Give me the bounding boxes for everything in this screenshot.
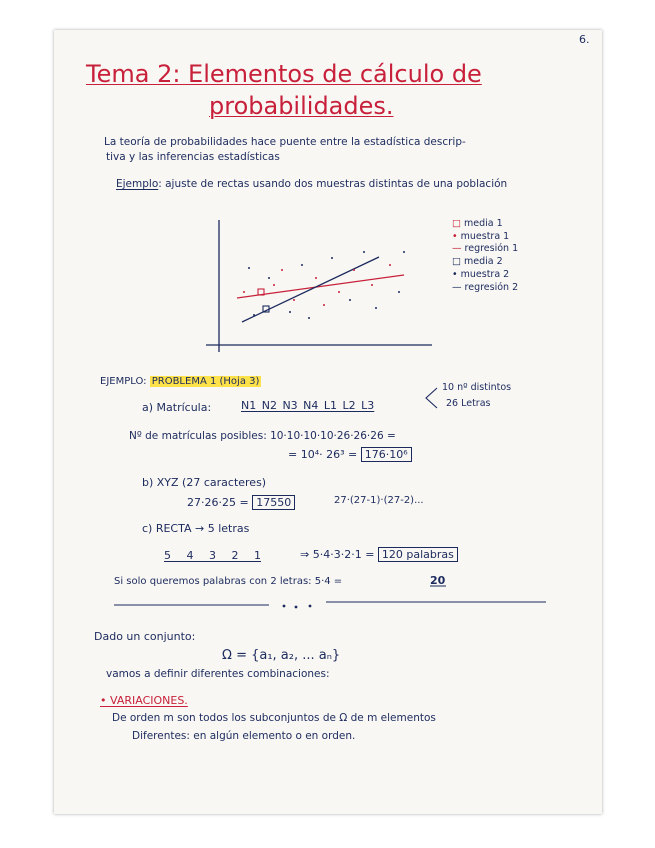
problem-highlight: PROBLEMA 1 (Hoja 3) [151, 376, 260, 387]
plates-result-box: 176·10⁶ [361, 447, 412, 462]
legend-item: □ media 1 [452, 218, 503, 229]
plates-count-line-2: = 10⁴· 26³ = 176·10⁶ [288, 448, 412, 461]
plate-slots: N1 N2 N3 N4 L1 L2 L3 [241, 399, 375, 412]
legend-item: • muestra 1 [452, 231, 510, 242]
separator-dots [283, 605, 312, 609]
legend-item: — regresión 2 [452, 282, 519, 293]
legend-item: • muestra 2 [452, 269, 510, 280]
plates-count-line: Nº de matrículas posibles: 10·10·10·10·26·26·26 = [129, 430, 396, 442]
omega-set: Ω = {a₁, a₂, ... aₙ} [222, 648, 341, 663]
title-line-1: Tema 2: Elementos de cálculo de [86, 60, 482, 88]
intro-line-2: tiva y las inferencias estadísticas [106, 151, 280, 163]
part-c-calc: ⇒ 5·4·3·2·1 = 120 palabras [300, 548, 458, 561]
vamos-line: vamos a definir diferentes combinaciones: [106, 668, 330, 680]
example-label: Ejemplo [116, 178, 159, 190]
sample-2-points [248, 251, 405, 319]
example-text: : ajuste de rectas usando dos muestras distintas de una población [158, 178, 508, 190]
part-c-label: c) RECTA → 5 letras [142, 522, 250, 535]
part-b-alternative: 27·(27-1)·(27-2)... [334, 495, 424, 506]
variaciones-heading: • VARIACIONES. [100, 694, 188, 707]
variaciones-line-1: De orden m son todos los subconjuntos de Ω de m elementos [112, 712, 436, 724]
two-letter-result: 20 [430, 574, 446, 587]
part-b-calc: 27·26·25 = 17550 [187, 496, 295, 509]
plate-note-bracket [426, 388, 437, 408]
legend-item: — regresión 1 [452, 243, 519, 254]
plate-note-numbers: 10 nº distintos [442, 382, 512, 393]
ejemplo-heading: EJEMPLO: PROBLEMA 1 (Hoja 3) [100, 376, 260, 387]
title-line-2: probabilidades. [209, 92, 394, 120]
legend-item: □ media 2 [452, 256, 503, 267]
two-letter-line: Si solo queremos palabras con 2 letras: 5·4 = [114, 576, 343, 587]
notebook-page [54, 30, 602, 814]
page-number: 6. [579, 33, 590, 46]
intro-line-1: La teoría de probabilidades hace puente entre la estadística descrip- [104, 136, 466, 148]
part-b-result-box: 17550 [252, 495, 295, 510]
part-a-label: a) Matrícula: [142, 401, 212, 414]
variaciones-line-2: Diferentes: en algún elemento o en orden. [132, 730, 356, 742]
sample-1-points [243, 264, 391, 306]
part-b-label: b) XYZ (27 caracteres) [142, 476, 267, 489]
part-c-slots: 5 4 3 2 1 [164, 549, 261, 562]
dado-line: Dado un conjunto: [94, 630, 196, 643]
part-c-result-box: 120 palabras [378, 547, 458, 562]
plate-note-letters: 26 Letras [446, 398, 491, 409]
